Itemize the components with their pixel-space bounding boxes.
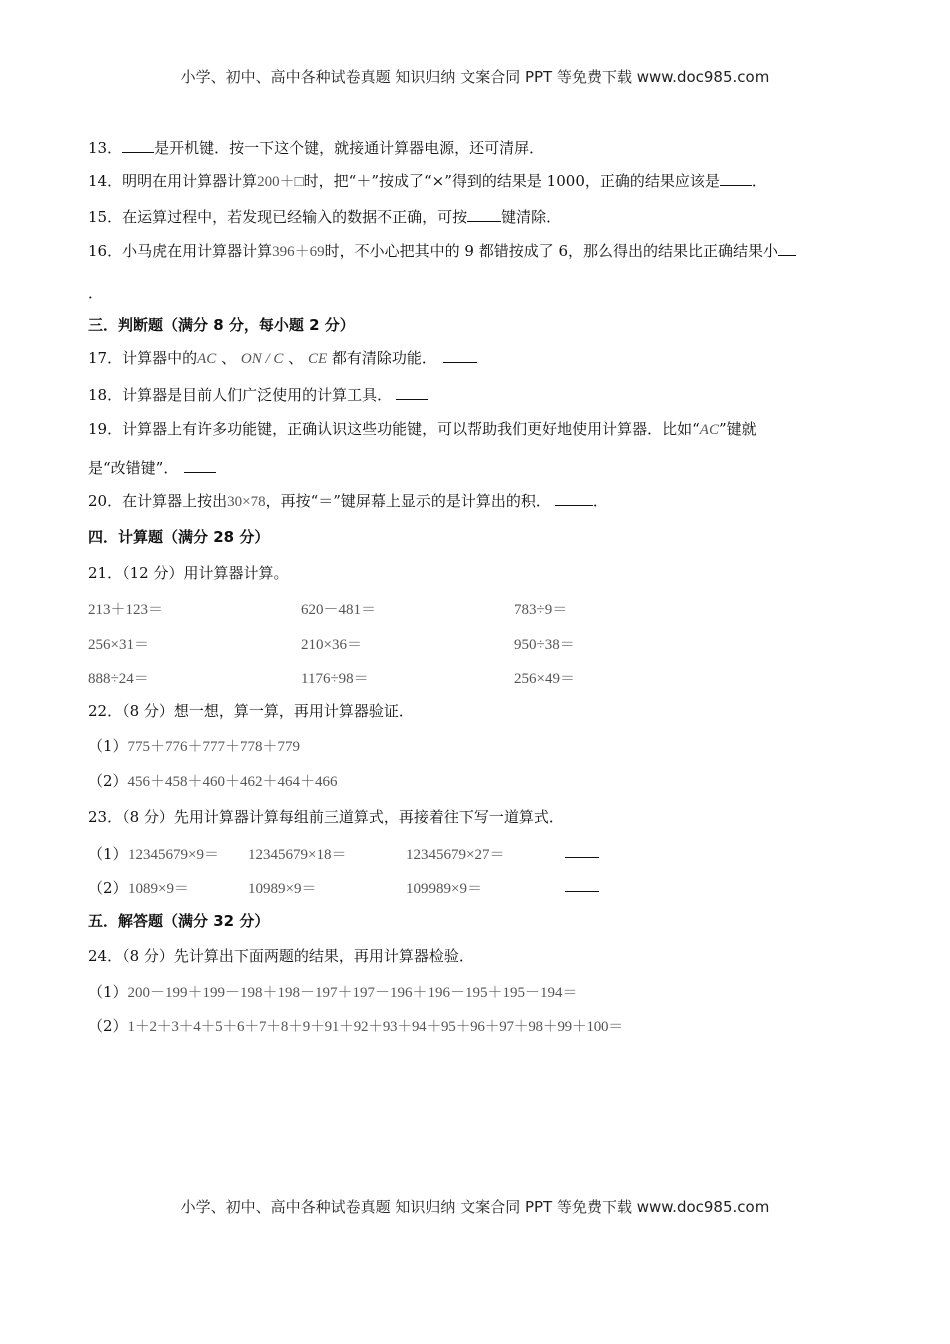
question-text: ． — [751, 172, 767, 190]
answer-blank[interactable] — [396, 385, 428, 400]
answer-blank[interactable] — [184, 458, 216, 473]
answer-blank[interactable] — [443, 348, 477, 363]
key-label: CE — [307, 351, 328, 367]
sub-item-label: （1） — [88, 845, 128, 863]
question-16-continuation: ． — [88, 284, 104, 302]
question-text: 计算器是目前人们广泛使用的计算工具． — [122, 386, 393, 404]
question-text: （12 分）用计算器计算。 — [122, 564, 289, 582]
question-number: 13． — [88, 139, 123, 157]
answer-blank[interactable] — [122, 138, 154, 153]
calc-item: 256×49＝ — [514, 671, 575, 687]
question-text: ． — [592, 492, 608, 510]
calc-item: 12345679×27＝ — [406, 847, 505, 863]
question-text: （8 分）先用计算器计算每组前三道算式，再接着往下写一道算式． — [122, 808, 564, 826]
question-text: ，再按“＝”键屏幕上显示的是计算出的积． — [265, 492, 551, 510]
question-text: 在计算器上按出 — [122, 492, 228, 510]
question-text: ”键就 — [718, 420, 757, 438]
question-21 — [88, 563, 288, 583]
math-expression: 30×78 — [227, 494, 266, 510]
calc-item: 783÷9＝ — [514, 602, 568, 618]
calc-item: 256×31＝ — [88, 637, 149, 653]
question-14 — [88, 171, 767, 192]
question-24 — [88, 946, 474, 966]
math-expression: 396＋69 — [272, 244, 325, 260]
question-number: 15． — [88, 208, 123, 226]
sub-item-label: （2） — [88, 1017, 128, 1035]
key-label: AC — [197, 351, 217, 367]
sub-item — [88, 982, 578, 1003]
question-text: 是开机键．按一下这个键，就接通计算器电源，还可清屏． — [154, 139, 545, 157]
section-title-answers: 五．解答题（满分 32 分） — [88, 912, 270, 930]
question-17 — [88, 348, 477, 369]
question-number: 14． — [88, 172, 123, 190]
question-text: 计算器中的 — [122, 349, 198, 367]
question-text: （8 分）先计算出下面两题的结果，再用计算器检验． — [122, 947, 474, 965]
question-number: 19． — [88, 420, 123, 438]
question-number: 18． — [88, 386, 123, 404]
math-expression: 200＋□ — [257, 174, 304, 190]
sub-item — [88, 771, 338, 792]
calc-item: 213＋123＝ — [88, 602, 164, 618]
question-number: 20． — [88, 492, 123, 510]
question-text: 是“改错键”． — [88, 459, 179, 477]
calc-item: 1176÷98＝ — [301, 671, 369, 687]
answer-blank[interactable] — [555, 491, 593, 506]
answer-blank[interactable] — [467, 207, 501, 222]
key-label: AC — [699, 422, 719, 438]
question-18 — [88, 385, 428, 405]
separator: 、 — [288, 349, 304, 367]
math-expression: 1＋2＋3＋4＋5＋6＋7＋8＋9＋91＋92＋93＋94＋95＋96＋97＋98＋99＋100＝ — [127, 1019, 623, 1035]
sub-item-label: （1） — [88, 737, 128, 755]
section-title-calculation: 四．计算题（满分 28 分） — [88, 528, 270, 546]
section-title-judgement: 三．判断题（满分 8 分，每小题 2 分） — [88, 316, 355, 334]
question-number: 17． — [88, 349, 123, 367]
question-13 — [88, 138, 544, 158]
calc-item: 12345679×18＝ — [248, 847, 347, 863]
question-number: 22． — [88, 702, 123, 720]
calc-item: 12345679×9＝ — [128, 847, 219, 863]
question-text: 时，不小心把其中的 9 都错按成了 6，那么得出的结果比正确结果小 — [324, 242, 779, 260]
sub-item — [88, 736, 300, 757]
question-19 — [88, 419, 757, 440]
question-20 — [88, 491, 608, 512]
question-22 — [88, 701, 414, 721]
math-expression: 456＋458＋460＋462＋464＋466 — [127, 774, 338, 790]
question-text: 都有清除功能． — [331, 349, 437, 367]
question-text: 计算器上有许多功能键，正确认识这些功能键，可以帮助我们更好地使用计算器．比如“ — [122, 420, 700, 438]
answer-blank[interactable] — [565, 877, 599, 896]
sub-item — [88, 1016, 623, 1037]
page-footer: 小学、初中、高中各种试卷真题 知识归纳 文案合同 PPT 等免费下载 www.doc985.com — [180, 1198, 770, 1216]
question-23 — [88, 807, 564, 827]
question-19-continuation — [88, 458, 216, 478]
sub-item-label: （2） — [88, 772, 128, 790]
calc-item: 210×36＝ — [301, 637, 362, 653]
key-label: ON / C — [240, 351, 284, 367]
math-expression: 775＋776＋777＋778＋779 — [127, 739, 301, 755]
calc-item: 10989×9＝ — [248, 881, 317, 897]
question-15 — [88, 207, 561, 227]
answer-blank[interactable] — [720, 171, 752, 186]
question-text: 在运算过程中，若发现已经输入的数据不正确，可按 — [122, 208, 468, 226]
sub-item-label: （2） — [88, 879, 128, 897]
question-number: 24． — [88, 947, 123, 965]
question-number: 23． — [88, 808, 123, 826]
page-header: 小学、初中、高中各种试卷真题 知识归纳 文案合同 PPT 等免费下载 www.doc985.com — [180, 68, 770, 86]
question-text: 时，把“＋”按成了“×”得到的结果是 1000，正确的结果应该是 — [303, 172, 720, 190]
sub-item-label: （1） — [88, 983, 128, 1001]
question-text: （8 分）想一想，算一算，再用计算器验证． — [122, 702, 414, 720]
question-number: 16． — [88, 242, 123, 260]
question-number: 21． — [88, 564, 123, 582]
calc-item: 109989×9＝ — [406, 881, 482, 897]
answer-blank[interactable] — [565, 843, 599, 862]
calc-item: 1089×9＝ — [128, 881, 189, 897]
calc-item: 888÷24＝ — [88, 671, 149, 687]
question-text: 键清除． — [501, 208, 562, 226]
answer-blank[interactable] — [778, 241, 796, 256]
question-16 — [88, 241, 796, 262]
calc-item: 620－481＝ — [301, 602, 377, 618]
calc-item: 950÷38＝ — [514, 637, 575, 653]
separator: 、 — [221, 349, 237, 367]
math-expression: 200－199＋199－198＋198－197＋197－196＋196－195＋195－194＝ — [127, 985, 578, 1001]
question-text: 明明在用计算器计算 — [122, 172, 258, 190]
question-text: 小马虎在用计算器计算 — [122, 242, 273, 260]
